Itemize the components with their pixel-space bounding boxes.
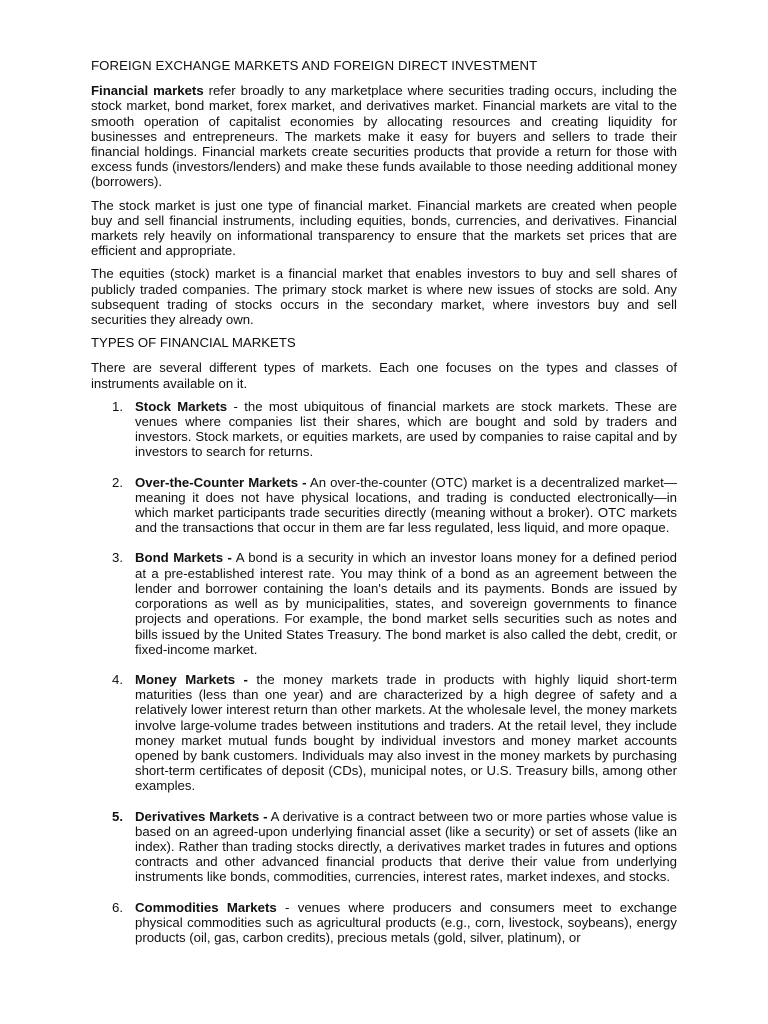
list-number: 1. [112,398,123,414]
section-heading: TYPES OF FINANCIAL MARKETS [91,335,296,351]
list-text: the most ubiquitous of financial markets are stock markets. These are venues where companies list their shares, which are bought and sold by traders and investors. Stock markets, or equities markets, are used by companies to raise capital and by investors to search for returns. [135,398,677,460]
list-item [91,900,677,946]
list-number: 2. [112,474,123,490]
intro-text: refer broadly to any marketplace where securities trading occurs, including the stock market, bond market, forex market, and derivatives market. Financial markets are vital to the smooth operation of capitalist economies by allocating resources and creating liquidity for businesses and entrepreneurs. The markets make it easy for buyers and sellers to trade their financial holdings. Financial markets create securities products that provide a return for those with excess funds (investors/lenders) and make these funds available to those needing additional money (borrowers). [91,83,677,190]
list-separator: - [227,398,245,414]
list-term: Commodities Markets [135,899,277,915]
list-text: An over-the-counter (OTC) market is a decentralized market—meaning it does not have physical locations, and trading is conducted electronically—in which market participants trade securities directly (meaning without a broker). OTC markets and the transactions that occur in them are far less regulated, less liquid, and more opaque. [135,474,677,536]
stock-market-paragraph: The stock market is just one type of financial market. Financial markets are created when people buy and sell financial instruments, including equities, bonds, currencies, and derivatives. Financial markets rely heavily on informational transparency to ensure that the markets set prices that are efficient and appropriate. [91,197,677,259]
list-item [91,672,677,794]
list-term: Stock Markets [135,398,228,414]
list-text: A bond is a security in which an investor loans money for a defined period at a pre-established interest rate. You may think of a bond as an agreement between the lender and borrower containing the loan's details and its payments. Bonds are issued by corporations as well as by municipalities, states, and sovereign governments to finance projects and operations. For example, the bond market sells securities such as notes and bills issued by the United States Treasury. The bond market is also called the debt, credit, or fixed-income market. [135,550,677,657]
intro-paragraph [91,83,677,189]
list-text: - venues where producers and consumers meet to exchange physical commodities such as agricultural products (e.g., corn, livestock, soybeans), energy products (oil, gas, carbon credits), precious metals (gold, silver, platinum), or [135,899,677,945]
markets-list [91,399,677,945]
list-number: 6. [112,899,123,915]
list-term: Derivatives Markets - [135,808,268,824]
list-number: 3. [112,550,123,566]
list-number: 4. [112,671,123,687]
list-number: 5. [112,808,123,824]
document-title: FOREIGN EXCHANGE MARKETS AND FOREIGN DIRECT INVESTMENT [91,58,538,73]
intro-term: Financial markets [91,83,204,99]
list-item [91,809,677,885]
list-item [91,475,677,536]
list-term: Over-the-Counter Markets - [135,474,307,490]
list-term: Money Markets - [135,671,248,687]
section-intro: There are several different types of markets. Each one focuses on the types and classes of instruments available on it. [91,360,677,391]
list-item [91,550,677,656]
equities-paragraph: The equities (stock) market is a financial market that enables investors to buy and sell shares of publicly traded companies. The primary stock market is where new issues of stocks are sold. Any subsequent trading of stocks occurs in the secondary market, where investors buy and sell securities they already own. [91,266,677,328]
list-item [91,399,677,460]
list-text: the money markets trade in products with highly liquid short-term maturities (less than one year) and are characterized by a high degree of safety and a relatively lower interest return than other markets. At the wholesale level, the money markets involve large-volume trades between institutions and traders. At the retail level, they include money market mutual funds bought by individual investors and money market accounts opened by bank customers. Individuals may also invest in the money markets by purchasing short-term certificates of deposit (CDs), municipal notes, or U.S. Treasury bills, among other examples. [135,671,677,794]
list-term: Bond Markets - [135,550,232,566]
list-text: A derivative is a contract between two or more parties whose value is based on an agreed-upon underlying financial asset (like a security) or set of assets (like an index). Rather than trading stocks directly, a derivatives market trades in futures and options contracts and other advanced financial products that derive their value from underlying instruments like bonds, commodities, currencies, interest rates, market indexes, and stocks. [135,808,677,885]
